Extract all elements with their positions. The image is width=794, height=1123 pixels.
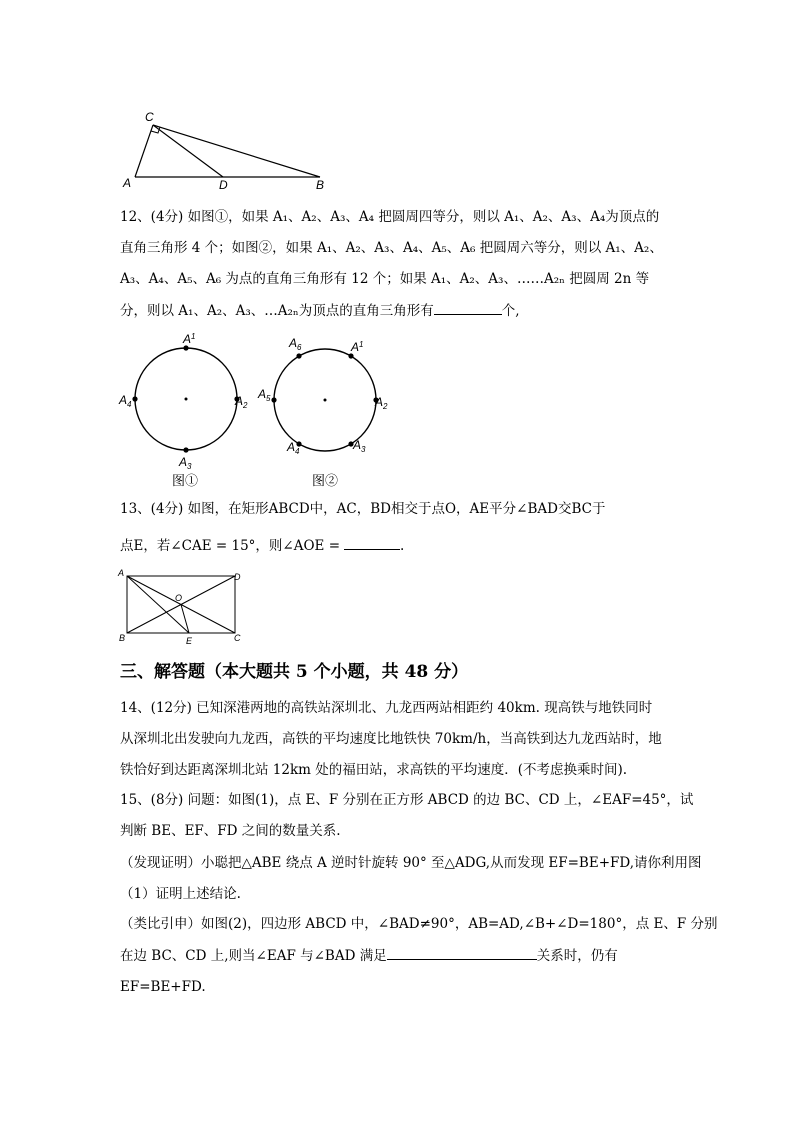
label-a3: $A_3$: [179, 455, 192, 471]
q12-text-1: 如图①，如果 A₁、A₂、A₃、A₄ 把圆周四等分，则以 A₁、A₂、A₃、A₄为顶点的: [187, 209, 660, 225]
label-b4: $A_4$: [287, 440, 300, 456]
rectangle-figure: [115, 565, 250, 645]
q12-line-3: A₃、A₄、A₅、A₆ 为点的直角三角形有 12 个；如果 A₁、A₂、A₃、……A₂ₙ 把圆周 2n 等: [120, 271, 650, 287]
label-b3: $A_3$: [353, 438, 366, 454]
label-b1: $A^1$: [351, 340, 364, 354]
label-b6: $A_6$: [289, 336, 302, 352]
q15-line-3: （发现证明）小聪把△ABE 绕点 A 逆时针旋转 90° 至△ADG,从而发现 EF=BE+FD,请你利用图: [120, 855, 702, 871]
q15-answer-blank[interactable]: [387, 945, 537, 960]
label-b2: $A_2$: [375, 395, 388, 411]
point-a3: [183, 447, 188, 452]
label-d: D: [219, 178, 228, 192]
point-a4: [132, 396, 137, 401]
q15-text-6: 在边 BC、CD 上,则当∠EAF 与∠BAD 满足: [120, 948, 387, 964]
q14-line-2: 从深圳北出发驶向九龙西，高铁的平均速度比地铁快 70km/h，当高铁到达九龙西站时，地: [120, 731, 662, 747]
q12-text-4-end: 个,: [501, 303, 520, 319]
label-rect-d: D: [234, 572, 241, 582]
section-3-heading: 三、解答题（本大题共 5 个小题，共 48 分）: [120, 662, 469, 682]
q12-line-4: [120, 300, 520, 321]
label-rect-o: O: [175, 593, 183, 603]
q15-line-4: （1）证明上述结论.: [120, 886, 241, 902]
circle-figure-2: [255, 333, 405, 493]
label-b5: $A_5$: [258, 387, 271, 403]
label-c: C: [145, 110, 154, 124]
q13-text-2-end: .: [400, 538, 405, 554]
q13-line-2: [120, 535, 404, 556]
q15-line-1: 15、(8分) 问题：如图(1)，点 E、F 分别在正方形 ABCD 的边 BC、CD 上，∠EAF=45°，试: [120, 792, 694, 808]
triangle-figure: [115, 105, 345, 195]
q12-answer-blank[interactable]: [434, 300, 502, 315]
q13-text-2: 点E，若∠CAE = 15°，则∠AOE =: [120, 538, 341, 554]
point-a1: [183, 345, 188, 350]
center-dot-2: [324, 399, 327, 402]
fig1-caption: 图①: [172, 474, 199, 489]
q12-text-4: 分，则以 A₁、A₂、A₃、…A₂ₙ为顶点的直角三角形有: [120, 303, 434, 319]
segment-cd: [153, 125, 223, 177]
label-a: A: [123, 176, 132, 190]
q13-line-1: 13、(4分) 如图，在矩形ABCD中，AC，BD相交于点O，AE平分∠BAD交BC于: [120, 501, 606, 517]
q12-line-2: 直角三角形 4 个；如图②，如果 A₁、A₂、A₃、A₄、A₅、A₆ 把圆周六等分，则以 A₁、A₂、: [120, 240, 663, 256]
segment-ac: [135, 125, 153, 177]
label-a1: $A^1$: [183, 332, 196, 346]
q15-line-2: 判断 BE、EF、FD 之间的数量关系.: [120, 823, 341, 839]
q12-prefix: 12、(4分): [120, 209, 188, 225]
q15-line-6: [120, 945, 618, 966]
label-rect-a: A: [118, 568, 125, 578]
q15-text-6-end: 关系时，仍有: [536, 948, 618, 964]
q12-line-1: [120, 207, 659, 227]
q13-answer-blank[interactable]: [344, 535, 400, 550]
point-b6: [296, 353, 301, 358]
label-rect-b: B: [119, 633, 126, 643]
q15-line-7: EF=BE+FD.: [120, 979, 206, 995]
q14-line-1: 14、(12分) 已知深港两地的高铁站深圳北、九龙西两站相距约 40km. 现高铁与地铁同时: [120, 700, 653, 716]
label-rect-e: E: [186, 636, 193, 645]
label-rect-c: C: [234, 633, 241, 643]
label-a2: $A_2$: [235, 394, 248, 410]
point-b5: [271, 397, 276, 402]
point-b1: [348, 353, 353, 358]
label-a4: $A_4$: [119, 393, 132, 409]
center-dot-1: [185, 398, 188, 401]
label-b: B: [316, 178, 325, 192]
point-b4: [296, 441, 301, 446]
segment-cb: [153, 125, 320, 177]
segment-ae: [127, 576, 189, 633]
fig2-caption: 图②: [312, 474, 339, 489]
q15-line-5: （类比引申）如图(2)，四边形 ABCD 中，∠BAD≠90°，AB=AD,∠B+∠D=180°，点 E、F 分别: [120, 916, 718, 932]
circle-figure-1: [115, 330, 265, 490]
q14-line-3: 铁恰好到达距离深圳北站 12km 处的福田站，求高铁的平均速度．(不考虑换乘时间).: [120, 762, 628, 778]
